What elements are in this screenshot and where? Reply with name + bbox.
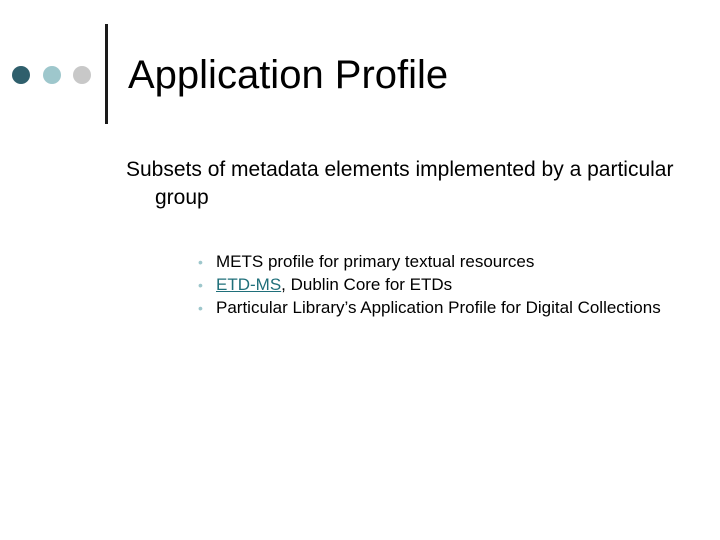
bullet-text: , Dublin Core for ETDs (281, 275, 453, 294)
bullet-icon: • (198, 254, 203, 270)
bullet-text: METS profile for primary textual resources (216, 252, 535, 271)
etd-ms-link[interactable]: ETD-MS (216, 275, 282, 294)
list-item (198, 252, 678, 272)
bullet-text: Particular Library’s Application Profile for Digital Collections (216, 298, 661, 317)
decorative-dot-dark (12, 66, 30, 84)
decorative-dot-gray (73, 66, 91, 84)
body-text: Subsets of metadata elements implemented by a particular group (126, 158, 674, 209)
decorative-dot-teal (43, 66, 61, 84)
bullet-icon: • (198, 300, 203, 316)
bullet-list (198, 252, 678, 321)
list-item (198, 298, 678, 318)
list-item (198, 275, 678, 295)
title-divider (105, 24, 108, 124)
bullet-icon: • (198, 277, 203, 293)
slide-title: Application Profile (128, 53, 449, 97)
